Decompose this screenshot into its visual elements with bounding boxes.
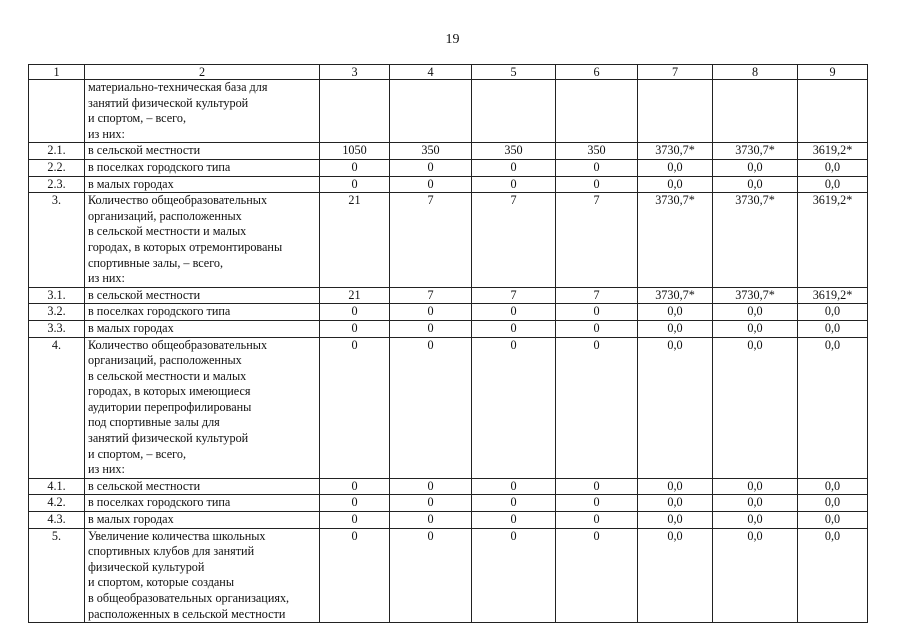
value-cell: 0 <box>390 495 472 512</box>
value-cell: 0 <box>556 159 638 176</box>
value-cell: 0 <box>556 495 638 512</box>
value-cell: 350 <box>390 143 472 160</box>
description-line: городах, в которых отремонтированы <box>88 239 283 254</box>
value-cell: 0 <box>556 512 638 529</box>
value-cell: 3730,7* <box>638 287 713 304</box>
description-line: в поселках городского типа <box>88 495 231 510</box>
row-description <box>85 80 320 143</box>
column-header: 7 <box>638 65 713 80</box>
description-line: Увеличение количества школьных <box>88 528 266 543</box>
value-cell: 0 <box>320 159 390 176</box>
description-line: в сельской местности <box>88 478 201 493</box>
row-number: 4.3. <box>29 512 85 529</box>
table-row <box>29 320 868 337</box>
page-number: 19 <box>445 32 460 47</box>
column-header: 2 <box>85 65 320 80</box>
row-number: 2.1. <box>29 143 85 160</box>
value-cell: 7 <box>556 193 638 288</box>
value-cell: 0 <box>390 320 472 337</box>
description-line: и спортом, – всего, <box>88 111 186 126</box>
row-description <box>85 495 320 512</box>
header-row <box>29 65 868 80</box>
value-cell: 350 <box>472 143 556 160</box>
value-cell: 0 <box>472 512 556 529</box>
value-cell <box>713 80 798 143</box>
description-line: спортивные залы, – всего, <box>88 255 224 270</box>
value-cell: 0,0 <box>798 320 868 337</box>
value-cell: 0 <box>320 495 390 512</box>
value-cell: 0,0 <box>798 304 868 321</box>
description-line: из них: <box>88 271 125 286</box>
description-line: в сельской местности <box>88 143 201 158</box>
row-description <box>85 528 320 623</box>
description-line: в сельской местности и малых <box>88 368 247 383</box>
row-description <box>85 159 320 176</box>
column-header: 3 <box>320 65 390 80</box>
value-cell: 0 <box>390 528 472 623</box>
description-line: физической культурой <box>88 559 205 574</box>
value-cell: 3619,2* <box>798 143 868 160</box>
value-cell: 7 <box>472 287 556 304</box>
table-row <box>29 495 868 512</box>
value-cell: 0 <box>556 320 638 337</box>
value-cell: 0 <box>472 478 556 495</box>
value-cell: 0 <box>320 320 390 337</box>
value-cell: 0,0 <box>798 512 868 529</box>
row-description <box>85 478 320 495</box>
value-cell: 0 <box>320 528 390 623</box>
value-cell: 0 <box>556 478 638 495</box>
indicators-table <box>28 64 868 623</box>
value-cell: 0 <box>472 176 556 193</box>
value-cell: 0,0 <box>713 478 798 495</box>
value-cell: 350 <box>556 143 638 160</box>
value-cell: 0 <box>320 512 390 529</box>
value-cell <box>390 80 472 143</box>
description-line: занятий физической культурой <box>88 95 249 110</box>
value-cell: 7 <box>390 193 472 288</box>
table-row <box>29 478 868 495</box>
value-cell: 0 <box>472 159 556 176</box>
value-cell: 0,0 <box>638 304 713 321</box>
row-description <box>85 176 320 193</box>
value-cell: 0,0 <box>798 495 868 512</box>
row-number: 4. <box>29 337 85 478</box>
value-cell: 0,0 <box>798 528 868 623</box>
row-description <box>85 337 320 478</box>
value-cell: 3730,7* <box>713 143 798 160</box>
value-cell: 7 <box>472 193 556 288</box>
row-number: 4.1. <box>29 478 85 495</box>
value-cell: 0,0 <box>713 304 798 321</box>
column-header: 9 <box>798 65 868 80</box>
value-cell: 0,0 <box>713 528 798 623</box>
value-cell: 0 <box>390 176 472 193</box>
value-cell: 0 <box>320 478 390 495</box>
value-cell: 0 <box>390 512 472 529</box>
value-cell <box>320 80 390 143</box>
description-line: в малых городах <box>88 176 174 191</box>
table-row <box>29 143 868 160</box>
row-number: 3.3. <box>29 320 85 337</box>
value-cell: 3730,7* <box>713 287 798 304</box>
row-number: 3.2. <box>29 304 85 321</box>
row-description <box>85 143 320 160</box>
value-cell: 0,0 <box>798 176 868 193</box>
value-cell: 0,0 <box>638 495 713 512</box>
value-cell <box>798 80 868 143</box>
description-line: в малых городах <box>88 512 174 527</box>
table-row <box>29 80 868 143</box>
description-line: в малых городах <box>88 320 174 335</box>
value-cell: 0,0 <box>638 337 713 478</box>
row-description <box>85 320 320 337</box>
description-line: Количество общеобразовательных <box>88 337 268 352</box>
description-line: организаций, расположенных <box>88 208 242 223</box>
description-line: спортивных клубов для занятий <box>88 544 255 559</box>
value-cell: 0 <box>556 176 638 193</box>
value-cell: 0,0 <box>638 478 713 495</box>
column-header: 8 <box>713 65 798 80</box>
table-row <box>29 176 868 193</box>
description-line: в сельской местности <box>88 287 201 302</box>
description-line: в поселках городского типа <box>88 159 231 174</box>
column-header: 4 <box>390 65 472 80</box>
value-cell: 0,0 <box>713 320 798 337</box>
value-cell: 21 <box>320 287 390 304</box>
value-cell: 3730,7* <box>638 143 713 160</box>
description-line: городах, в которых имеющиеся <box>88 384 251 399</box>
row-number <box>29 80 85 143</box>
value-cell: 0 <box>320 337 390 478</box>
value-cell: 0 <box>390 337 472 478</box>
value-cell: 0,0 <box>798 159 868 176</box>
row-description <box>85 512 320 529</box>
table-row <box>29 304 868 321</box>
row-description <box>85 193 320 288</box>
value-cell <box>472 80 556 143</box>
value-cell: 0 <box>320 304 390 321</box>
description-line: в поселках городского типа <box>88 304 231 319</box>
description-line: Количество общеобразовательных <box>88 193 268 208</box>
value-cell: 0,0 <box>638 176 713 193</box>
value-cell: 0,0 <box>713 512 798 529</box>
value-cell: 0,0 <box>713 176 798 193</box>
value-cell: 21 <box>320 193 390 288</box>
row-description <box>85 304 320 321</box>
description-line: под спортивные залы для <box>88 415 220 430</box>
value-cell: 0 <box>556 304 638 321</box>
row-number: 2.2. <box>29 159 85 176</box>
value-cell: 0 <box>556 528 638 623</box>
description-line: организаций, расположенных <box>88 353 242 368</box>
table-row <box>29 193 868 288</box>
column-header: 1 <box>29 65 85 80</box>
value-cell: 7 <box>390 287 472 304</box>
value-cell: 0 <box>390 159 472 176</box>
value-cell: 3619,2* <box>798 193 868 288</box>
value-cell: 0,0 <box>713 159 798 176</box>
value-cell: 0 <box>472 304 556 321</box>
value-cell: 0,0 <box>638 320 713 337</box>
table-row <box>29 287 868 304</box>
table-row <box>29 512 868 529</box>
row-number: 4.2. <box>29 495 85 512</box>
value-cell: 7 <box>556 287 638 304</box>
value-cell: 0 <box>472 320 556 337</box>
row-description <box>85 287 320 304</box>
value-cell: 0 <box>472 337 556 478</box>
description-line: из них: <box>88 126 125 141</box>
value-cell <box>638 80 713 143</box>
column-header: 6 <box>556 65 638 80</box>
description-line: расположенных в сельской местности <box>88 606 286 621</box>
value-cell: 0,0 <box>638 528 713 623</box>
description-line: из них: <box>88 462 125 477</box>
description-line: в общеобразовательных организациях, <box>88 591 290 605</box>
value-cell: 0,0 <box>638 512 713 529</box>
description-line: и спортом, – всего, <box>88 446 186 461</box>
value-cell <box>556 80 638 143</box>
description-line: и спортом, которые созданы <box>88 575 235 590</box>
value-cell: 0 <box>390 478 472 495</box>
value-cell: 0,0 <box>798 478 868 495</box>
table-row <box>29 528 868 623</box>
description-line: аудитории перепрофилированы <box>88 399 252 414</box>
value-cell: 0 <box>472 528 556 623</box>
value-cell: 0 <box>556 337 638 478</box>
column-header: 5 <box>472 65 556 80</box>
value-cell: 0,0 <box>798 337 868 478</box>
value-cell: 0,0 <box>713 495 798 512</box>
value-cell: 1050 <box>320 143 390 160</box>
description-line: материально-техническая база для <box>88 80 268 94</box>
row-number: 3. <box>29 193 85 288</box>
table-row <box>29 337 868 478</box>
table-row <box>29 159 868 176</box>
value-cell: 0 <box>472 495 556 512</box>
row-number: 2.3. <box>29 176 85 193</box>
value-cell: 3619,2* <box>798 287 868 304</box>
value-cell: 3730,7* <box>713 193 798 288</box>
value-cell: 0 <box>390 304 472 321</box>
value-cell: 0,0 <box>638 159 713 176</box>
description-line: в сельской местности и малых <box>88 224 247 239</box>
value-cell: 0 <box>320 176 390 193</box>
row-number: 3.1. <box>29 287 85 304</box>
value-cell: 3730,7* <box>638 193 713 288</box>
value-cell: 0,0 <box>713 337 798 478</box>
row-number: 5. <box>29 528 85 623</box>
description-line: занятий физической культурой <box>88 431 249 446</box>
